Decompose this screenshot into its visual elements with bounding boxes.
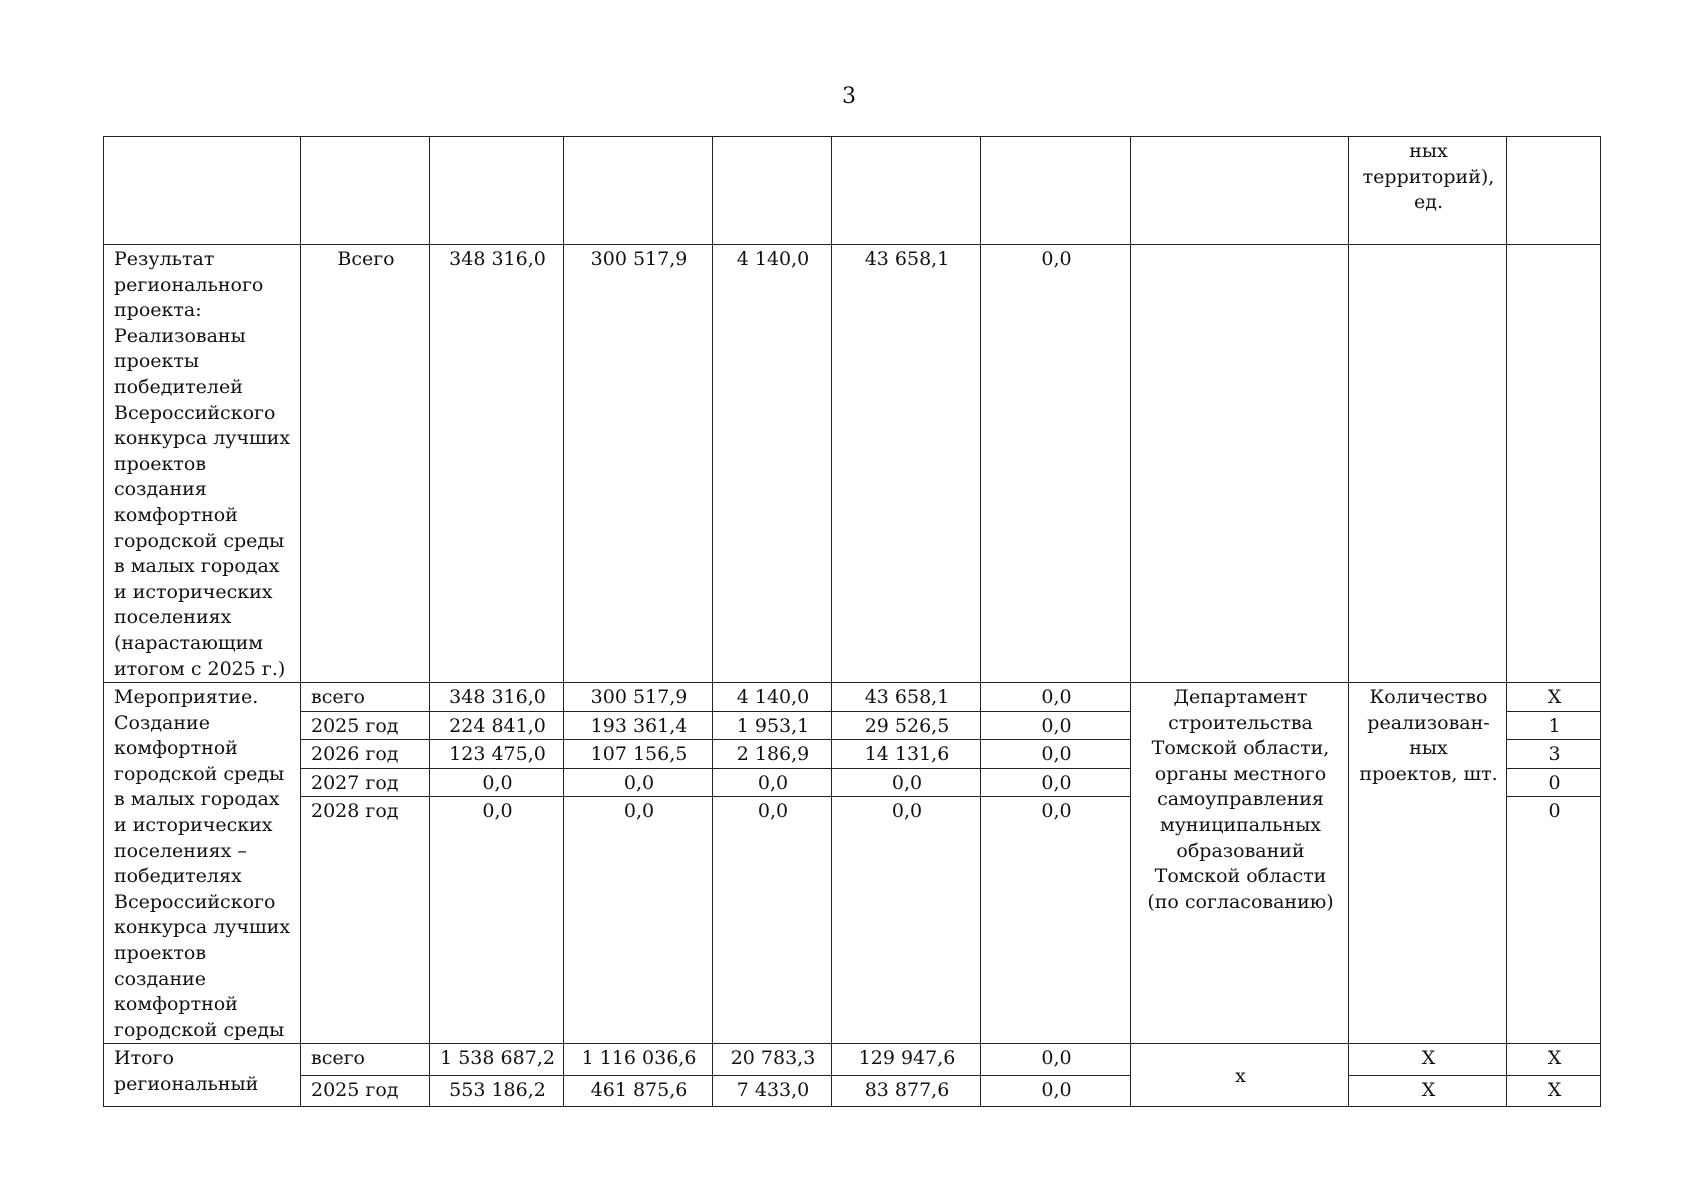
activity-regional: 0,0 (713, 768, 832, 797)
activity-regional: 2 186,9 (713, 740, 832, 769)
activity-period: 2028 год (301, 797, 430, 1044)
total-local: 83 877,6 (832, 1076, 981, 1107)
activity-local: 14 131,6 (832, 740, 981, 769)
total-value: Х (1507, 1076, 1601, 1107)
activity-value: Х (1507, 683, 1601, 712)
result-regional: 4 140,0 (713, 245, 832, 683)
total-period: 2025 год (301, 1076, 430, 1107)
activity-total: 224 841,0 (430, 711, 564, 740)
cell-empty (301, 137, 430, 245)
total-period: всего (301, 1044, 430, 1076)
page-number: 3 (842, 84, 856, 109)
total-row (104, 1044, 1601, 1076)
activity-value: 0 (1507, 768, 1601, 797)
cell-empty (1349, 245, 1507, 683)
result-federal: 300 517,9 (564, 245, 713, 683)
result-other: 0,0 (981, 245, 1131, 683)
total-title: Итого региональный (104, 1044, 301, 1107)
activity-value: 3 (1507, 740, 1601, 769)
activity-regional: 0,0 (713, 797, 832, 1044)
indicator-continuation: ных территорий), ед. (1349, 137, 1507, 245)
activity-local: 0,0 (832, 768, 981, 797)
activity-period: всего (301, 683, 430, 712)
activity-other: 0,0 (981, 797, 1131, 1044)
activity-regional: 1 953,1 (713, 711, 832, 740)
activity-row (104, 683, 1601, 712)
activity-period: 2025 год (301, 711, 430, 740)
cell-empty (713, 137, 832, 245)
activity-total: 348 316,0 (430, 683, 564, 712)
cell-empty (564, 137, 713, 245)
cell-empty (981, 137, 1131, 245)
total-row (104, 1076, 1601, 1107)
result-period: Всего (301, 245, 430, 683)
total-total: 553 186,2 (430, 1076, 564, 1107)
program-table (103, 136, 1601, 1107)
activity-local: 0,0 (832, 797, 981, 1044)
activity-other: 0,0 (981, 711, 1131, 740)
activity-federal: 193 361,4 (564, 711, 713, 740)
activity-total: 0,0 (430, 797, 564, 1044)
activity-federal: 107 156,5 (564, 740, 713, 769)
total-total: 1 538 687,2 (430, 1044, 564, 1076)
cell-empty (104, 137, 301, 245)
total-indicator: Х (1349, 1044, 1507, 1076)
total-value: Х (1507, 1044, 1601, 1076)
cell-empty (1131, 137, 1349, 245)
activity-total: 123 475,0 (430, 740, 564, 769)
total-other: 0,0 (981, 1076, 1131, 1107)
activity-other: 0,0 (981, 683, 1131, 712)
total-local: 129 947,6 (832, 1044, 981, 1076)
result-title: Результат регионального проекта: Реализованы проекты победителей Всероссийского конкурса лучших проектов создания комфортной городской среды в малых городах и исторических поселениях (нарастающим итогом с 2025 г.) (104, 245, 301, 683)
result-total: 348 316,0 (430, 245, 564, 683)
total-executor: х (1131, 1044, 1349, 1107)
result-row (104, 245, 1601, 683)
activity-total: 0,0 (430, 768, 564, 797)
total-other: 0,0 (981, 1044, 1131, 1076)
activity-federal: 300 517,9 (564, 683, 713, 712)
total-indicator: Х (1349, 1076, 1507, 1107)
activity-federal: 0,0 (564, 797, 713, 1044)
total-federal: 1 116 036,6 (564, 1044, 713, 1076)
cell-empty (430, 137, 564, 245)
total-federal: 461 875,6 (564, 1076, 713, 1107)
continuation-row (104, 137, 1601, 245)
activity-value: 0 (1507, 797, 1601, 1044)
activity-period: 2026 год (301, 740, 430, 769)
activity-value: 1 (1507, 711, 1601, 740)
cell-empty (1507, 137, 1601, 245)
result-local: 43 658,1 (832, 245, 981, 683)
activity-local: 29 526,5 (832, 711, 981, 740)
activity-regional: 4 140,0 (713, 683, 832, 712)
activity-other: 0,0 (981, 768, 1131, 797)
cell-empty (832, 137, 981, 245)
activity-federal: 0,0 (564, 768, 713, 797)
cell-empty (1507, 245, 1601, 683)
total-regional: 7 433,0 (713, 1076, 832, 1107)
activity-indicator: Количество реализован-ных проектов, шт. (1349, 683, 1507, 1044)
activity-executor: Департамент строительства Томской области, органы местного самоуправления муниципальных образований Томской области (по согласованию) (1131, 683, 1349, 1044)
cell-empty (1131, 245, 1349, 683)
total-regional: 20 783,3 (713, 1044, 832, 1076)
activity-title: Мероприятие. Создание комфортной городской среды в малых городах и исторических поселениях – победителях Всероссийского конкурса лучших проектов создание комфортной городской среды (104, 683, 301, 1044)
activity-local: 43 658,1 (832, 683, 981, 712)
activity-other: 0,0 (981, 740, 1131, 769)
activity-period: 2027 год (301, 768, 430, 797)
